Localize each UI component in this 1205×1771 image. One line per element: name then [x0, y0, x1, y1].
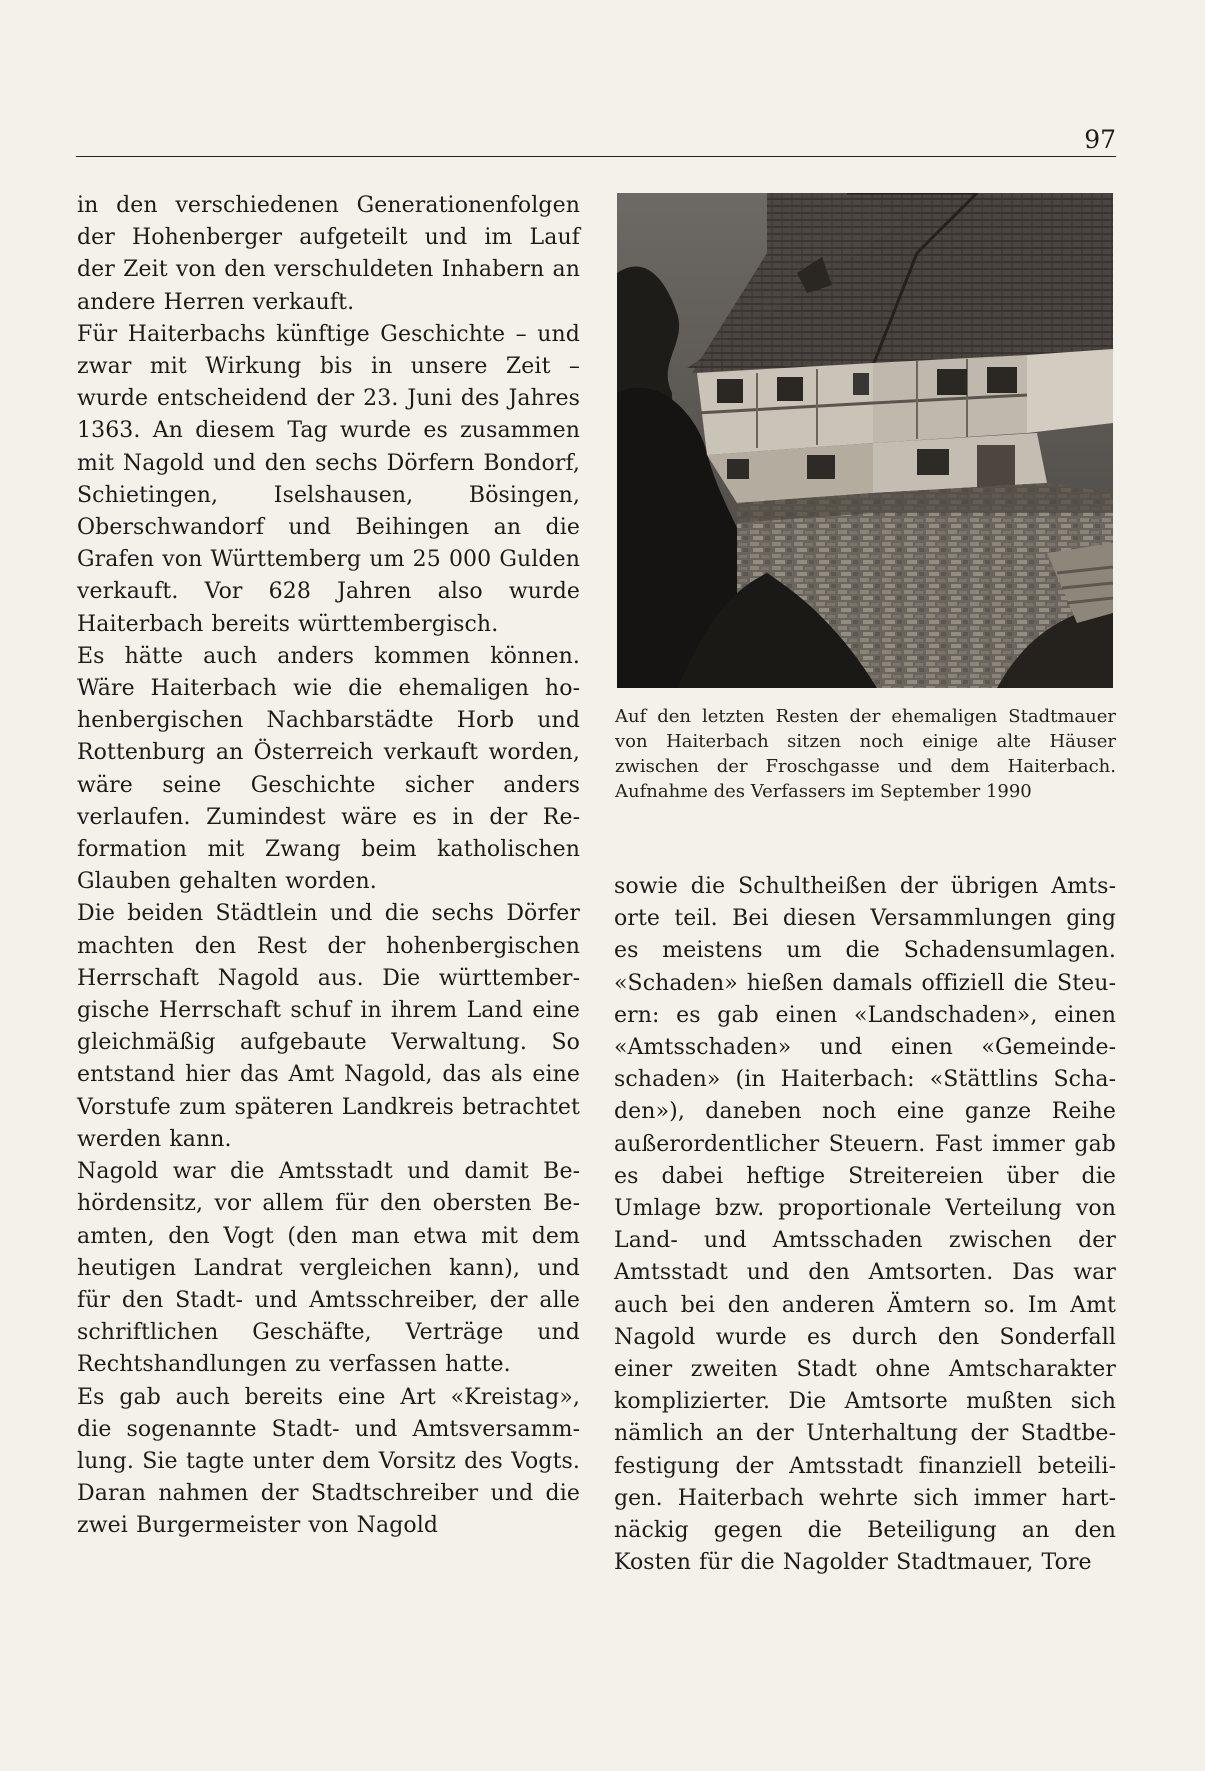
- figure-caption: Auf den letzten Resten der ehemaligen Stadtmauer von Haiterbach sitzen noch einige alte Häuser zwischen der Froschgasse und dem Haiterbach. Aufnahme des Verfassers im September 1990: [615, 706, 1116, 802]
- paragraph: sowie die Schultheißen der übrigen Amtsorte teil. Bei diesen Versammlungen ging es meistens um die Schadensumlagen. «Schaden» hießen damals offiziell die Steuern: es gab einen «Landschaden», einen «Amtsschaden» und einen «Gemeindeschaden» (in Haiterbach: «Stättlins Schaden»), daneben noch eine ganze Reihe außerordentlicher Steuern. Fast immer gab es dabei heftige Streitereien über die Umlage bzw. proportionale Verteilung von Land- und Amtsschaden zwischen der Amtsstadt und den Amtsorten. Das war auch bei den anderen Ämtern so. Im Amt Nagold wurde es durch den Sonderfall einer zweiten Stadt ohne Amtscharakter komplizierter. Die Amtsorte mußten sich nämlich an der Unterhaltung der Stadtbefestigung der Amtsstadt finanziell beteiligen. Haiterbach wehrte sich immer hartnäckig gegen die Beteiligung an den Kosten für die Nagolder Stadtmauer, Tore: [614, 874, 1116, 1576]
- paragraph: in den verschiedenen Generationenfolgen der Hohenberger aufgeteilt und im Lauf der Zeit von den verschuldeten Inhabern an andere Herren verkauft.: [77, 193, 580, 315]
- right-column: [614, 871, 1116, 1579]
- paragraph: Nagold war die Amtsstadt und damit Behördensitz, vor allem für den obersten Beamten, den Vogt (den man etwa mit dem heutigen Landrat vergleichen kann), und für den Stadt- und Amtsschreiber, der alle schriftlichen Geschäfte, Verträge und Rechtshandlungen zu verfassen hatte.: [77, 1159, 580, 1378]
- photo-old-houses-icon: [617, 193, 1113, 688]
- paragraph: Es gab auch bereits eine Art «Kreistag», die sogenannte Stadt- und Amtsversammlung. Sie tagte unter dem Vorsitz des Vogts. Daran nahmen der Stadtschreiber und die zwei Burgermeister von Nagold: [77, 1384, 580, 1539]
- paragraph: Für Haiterbachs künftige Geschichte – und zwar mit Wirkung bis in unsere Zeit – wurde entscheidend der 23. Juni des Jahres 1363. An diesem Tag wurde es zusammen mit Nagold und den sechs Dörfern Bondorf, Schietingen, Iselshausen, Bösingen, Oberschwandorf und Beihingen an die Grafen von Württemberg um 25 000 Gulden verkauft. Vor 628 Jahren also wurde Haiterbach bereits württembergisch.: [77, 321, 580, 637]
- page-number: 97: [1084, 125, 1116, 154]
- header-rule: [76, 156, 1116, 157]
- paragraph: Es hätte auch anders kommen können. Wäre Haiterbach wie die ehemaligen hohenbergischen Nachbarstädte Horb und Rottenburg an Österreich verkauft worden, wäre seine Geschichte sicher anders verlaufen. Zumindest wäre es in der Reformation mit Zwang beim katholischen Glauben gehalten worden.: [77, 643, 580, 895]
- paragraph: Die beiden Städtlein und die sechs Dörfer machten den Rest der hohenbergischen Herrschaft Nagold aus. Die württembergische Herrschaft schuf in ihrem Land eine gleichmäßig aufgebaute Verwaltung. So entstand hier das Amt Nagold, das als eine Vorstufe zum späteren Landkreis betrachtet werden kann.: [77, 901, 580, 1152]
- left-column: [77, 190, 580, 1543]
